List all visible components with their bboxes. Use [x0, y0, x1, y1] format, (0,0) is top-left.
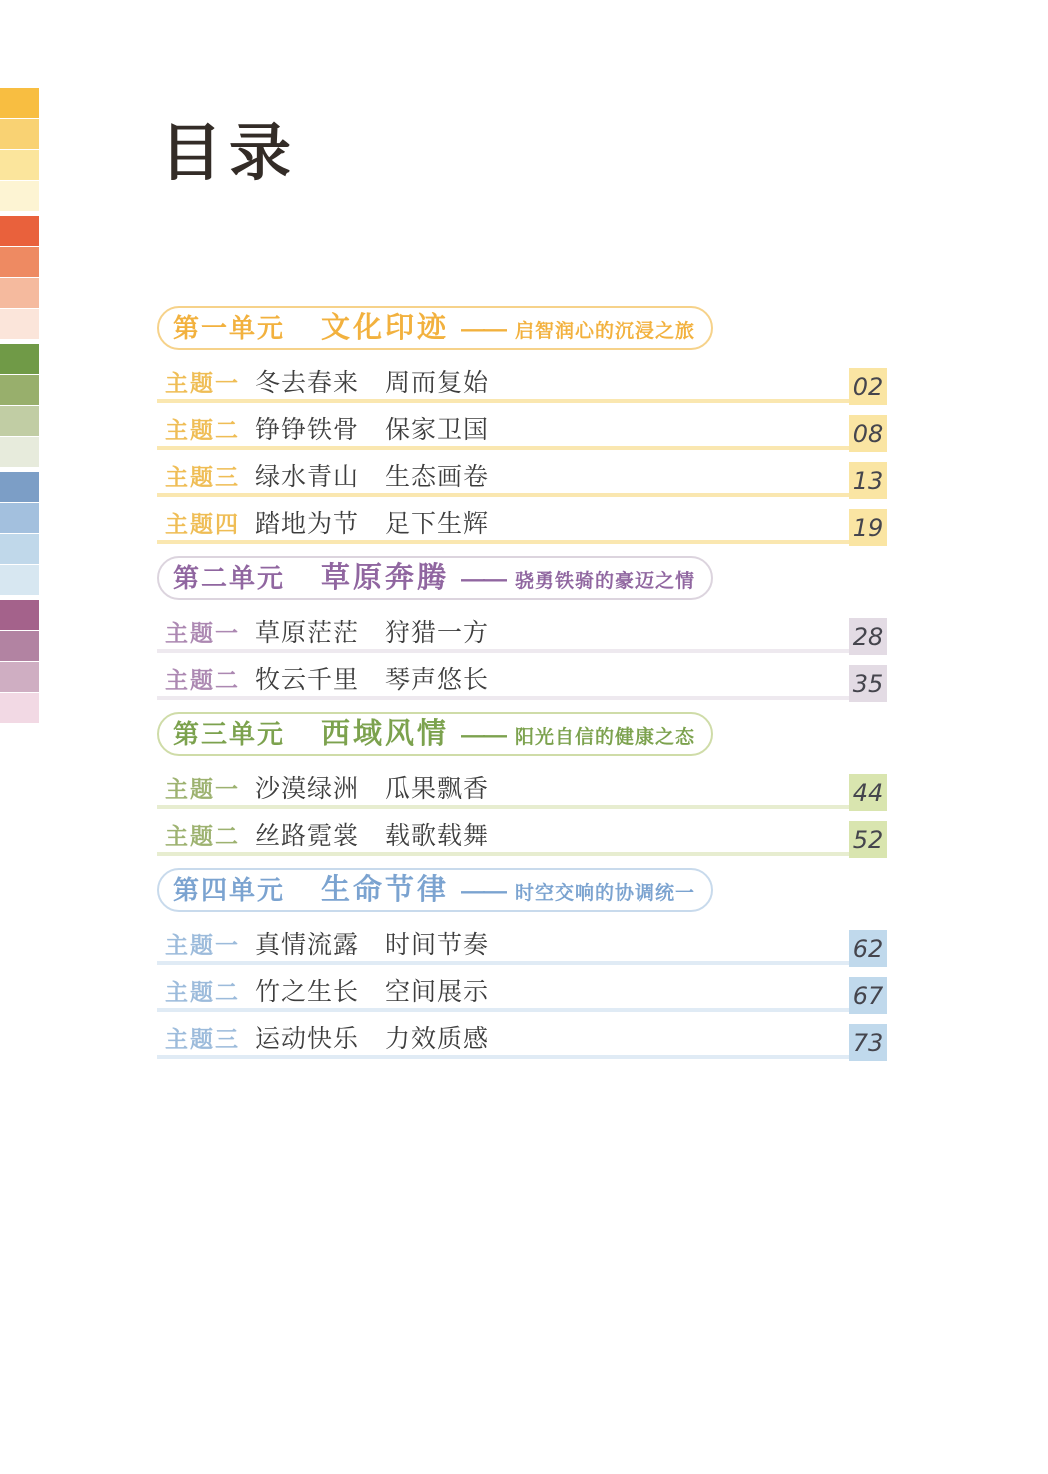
- unit-title: 草原奔腾: [321, 562, 450, 594]
- unit-rows: [157, 618, 887, 700]
- palette-swatch: [0, 631, 39, 661]
- palette-swatch: [0, 216, 39, 246]
- unit-dash: ——: [461, 722, 506, 749]
- palette-swatch: [0, 534, 39, 564]
- toc-row: [157, 930, 887, 965]
- unit-number: 第四单元: [173, 875, 286, 905]
- theme-title: 沙漠绿洲 瓜果飘香: [255, 775, 490, 803]
- theme-title: 铮铮铁骨 保家卫国: [255, 416, 490, 444]
- unit-rows: [157, 930, 887, 1059]
- page-number: 62: [849, 930, 887, 967]
- unit-dash: ——: [461, 316, 506, 343]
- toc-content: [157, 306, 887, 1071]
- unit-title: 西域风情: [321, 718, 450, 750]
- page-number: 28: [849, 618, 887, 655]
- palette-swatch: [0, 503, 39, 533]
- palette-swatch: [0, 88, 39, 118]
- theme-title: 踏地为节 足下生辉: [255, 510, 490, 538]
- theme-title: 绿水青山 生态画卷: [255, 463, 490, 491]
- page-number: 67: [849, 977, 887, 1014]
- unit-subtitle: 骁勇铁骑的豪迈之情: [515, 571, 696, 592]
- page-number: 19: [849, 509, 887, 546]
- theme-label: 主题二: [165, 417, 240, 443]
- theme-label: 主题四: [165, 511, 240, 537]
- unit-title: 生命节律: [321, 874, 450, 906]
- unit-header: [157, 868, 713, 912]
- toc-row: [157, 462, 887, 497]
- palette-swatch: [0, 472, 39, 502]
- palette-swatch: [0, 406, 39, 436]
- theme-label: 主题一: [165, 370, 240, 396]
- palette-swatch: [0, 662, 39, 692]
- theme-label: 主题二: [165, 823, 240, 849]
- theme-label: 主题一: [165, 932, 240, 958]
- page-number: 52: [849, 821, 887, 858]
- unit-dash: ——: [461, 566, 506, 593]
- page-number: 08: [849, 415, 887, 452]
- unit-subtitle: 时空交响的协调统一: [515, 883, 696, 904]
- unit-header: [157, 556, 713, 600]
- palette-swatch: [0, 309, 39, 339]
- palette-strip: [0, 88, 39, 728]
- palette-swatch: [0, 278, 39, 308]
- page-title: 目录: [160, 118, 299, 188]
- theme-title: 竹之生长 空间展示: [255, 978, 490, 1006]
- palette-swatch: [0, 181, 39, 211]
- unit-header: [157, 712, 713, 756]
- theme-label: 主题三: [165, 464, 240, 490]
- unit-number: 第一单元: [173, 313, 286, 343]
- toc-row: [157, 774, 887, 809]
- palette-swatch: [0, 600, 39, 630]
- unit-header: [157, 306, 713, 350]
- page-number: 13: [849, 462, 887, 499]
- unit-section-2: [157, 556, 887, 700]
- palette-swatch: [0, 693, 39, 723]
- page-number: 73: [849, 1024, 887, 1061]
- palette-swatch: [0, 344, 39, 374]
- unit-section-1: [157, 306, 887, 544]
- unit-title: 文化印迹: [321, 312, 450, 344]
- page-number: 44: [849, 774, 887, 811]
- toc-row: [157, 618, 887, 653]
- unit-number: 第三单元: [173, 719, 286, 749]
- toc-row: [157, 665, 887, 700]
- toc-row: [157, 977, 887, 1012]
- palette-swatch: [0, 150, 39, 180]
- theme-title: 真情流露 时间节奏: [255, 931, 490, 959]
- palette-swatch: [0, 119, 39, 149]
- theme-label: 主题三: [165, 1026, 240, 1052]
- unit-section-4: [157, 868, 887, 1059]
- unit-subtitle: 阳光自信的健康之态: [515, 727, 696, 748]
- theme-title: 丝路霓裳 载歌载舞: [255, 822, 490, 850]
- unit-rows: [157, 368, 887, 544]
- palette-swatch: [0, 437, 39, 467]
- theme-label: 主题二: [165, 667, 240, 693]
- toc-row: [157, 1024, 887, 1059]
- theme-title: 运动快乐 力效质感: [255, 1025, 490, 1053]
- theme-label: 主题二: [165, 979, 240, 1005]
- theme-title: 牧云千里 琴声悠长: [255, 666, 490, 694]
- toc-row: [157, 415, 887, 450]
- unit-subtitle: 启智润心的沉浸之旅: [515, 321, 696, 342]
- palette-swatch: [0, 375, 39, 405]
- page-number: 02: [849, 368, 887, 405]
- toc-row: [157, 821, 887, 856]
- theme-label: 主题一: [165, 620, 240, 646]
- unit-rows: [157, 774, 887, 856]
- toc-row: [157, 509, 887, 544]
- palette-swatch: [0, 247, 39, 277]
- theme-title: 草原茫茫 狩猎一方: [255, 619, 490, 647]
- page-number: 35: [849, 665, 887, 702]
- unit-dash: ——: [461, 878, 506, 905]
- theme-title: 冬去春来 周而复始: [255, 369, 490, 397]
- toc-row: [157, 368, 887, 403]
- unit-section-3: [157, 712, 887, 856]
- unit-number: 第二单元: [173, 563, 286, 593]
- palette-swatch: [0, 565, 39, 595]
- theme-label: 主题一: [165, 776, 240, 802]
